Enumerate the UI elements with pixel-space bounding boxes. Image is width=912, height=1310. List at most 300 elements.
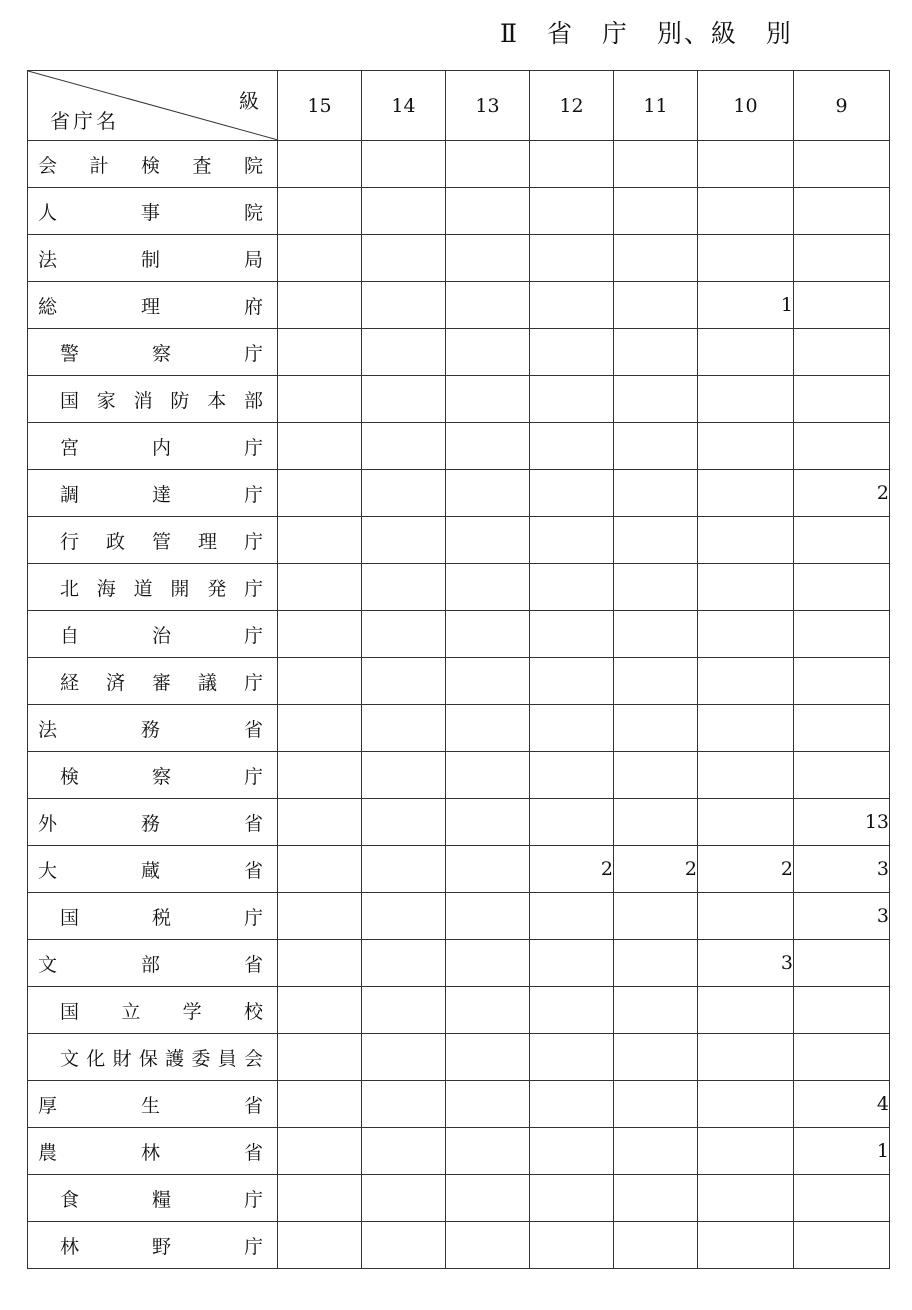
org-name-char: 生	[140, 1094, 160, 1117]
grade-count-cell	[530, 987, 614, 1034]
grade-count-cell	[278, 329, 362, 376]
org-name-char: 治	[151, 624, 171, 647]
grade-count-cell	[446, 940, 530, 987]
grade-count-cell	[362, 188, 446, 235]
org-name	[28, 198, 277, 225]
grade-count-cell	[698, 1034, 794, 1081]
org-name-char: 庁	[243, 342, 263, 365]
org-name-char: 警	[60, 342, 80, 365]
grade-count-cell	[794, 987, 890, 1034]
org-name	[28, 809, 277, 836]
org-name-char: 人	[38, 201, 58, 224]
grade-header-15: 15	[278, 71, 362, 141]
grade-count-cell	[362, 329, 446, 376]
page-title	[500, 14, 900, 54]
org-name-char: 家	[96, 389, 116, 412]
table-row	[28, 1128, 890, 1175]
grade-count-cell	[446, 1222, 530, 1269]
org-name-char: 庁	[243, 530, 263, 553]
org-name-char: 本	[207, 389, 227, 412]
org-name-cell	[28, 564, 278, 611]
grade-count-cell: 2	[698, 846, 794, 893]
grade-count-cell	[278, 1222, 362, 1269]
org-name-char: 糧	[151, 1188, 171, 1211]
org-name-char: 委	[191, 1047, 211, 1070]
grade-count-cell	[614, 705, 698, 752]
grade-count-cell	[530, 940, 614, 987]
grade-count-cell	[698, 517, 794, 564]
grade-count-cell	[446, 188, 530, 235]
grade-count-cell	[614, 423, 698, 470]
grade-count-cell	[698, 564, 794, 611]
grade-count-cell	[530, 611, 614, 658]
ministry-grade-table	[27, 70, 890, 1269]
org-name-cell	[28, 1034, 278, 1081]
grade-count-cell	[362, 1081, 446, 1128]
org-name-char: 府	[243, 295, 263, 318]
org-name-char: 国	[60, 906, 80, 929]
grade-count-cell	[278, 987, 362, 1034]
org-name-char: 文	[38, 953, 58, 976]
grade-count-cell	[362, 1034, 446, 1081]
org-name	[28, 527, 277, 554]
table-row	[28, 1222, 890, 1269]
grade-count-cell	[794, 564, 890, 611]
org-name-char: 議	[197, 671, 217, 694]
org-name-char: 理	[140, 295, 160, 318]
org-name-cell	[28, 705, 278, 752]
org-name-cell	[28, 752, 278, 799]
grade-count-cell: 4	[794, 1081, 890, 1128]
grade-count-cell	[446, 1175, 530, 1222]
grade-count-cell	[698, 893, 794, 940]
grade-count-cell	[278, 282, 362, 329]
grade-count-cell	[614, 752, 698, 799]
org-name-char: 部	[243, 389, 263, 412]
page-title-text: Ⅱ 省 庁 別、級 別	[500, 19, 793, 48]
org-name	[28, 1044, 277, 1071]
table-row	[28, 611, 890, 658]
grade-count-cell	[614, 1175, 698, 1222]
grade-count-cell	[278, 423, 362, 470]
org-name-char: 法	[38, 248, 58, 271]
grade-count-cell	[446, 987, 530, 1034]
org-name-char: 立	[121, 1000, 141, 1023]
org-name	[28, 386, 277, 413]
corner-org-label: 省庁名	[50, 109, 119, 133]
grade-count-cell	[794, 752, 890, 799]
org-name	[28, 433, 277, 460]
header-row	[28, 71, 890, 141]
org-name-cell	[28, 658, 278, 705]
org-name-char: 庁	[243, 671, 263, 694]
grade-count-cell	[794, 611, 890, 658]
table-row	[28, 846, 890, 893]
table-row	[28, 752, 890, 799]
grade-count-cell	[614, 470, 698, 517]
org-name	[28, 1138, 277, 1165]
org-name-char: 事	[140, 201, 160, 224]
grade-count-cell	[446, 893, 530, 940]
grade-count-cell	[362, 752, 446, 799]
grade-count-cell	[794, 705, 890, 752]
grade-count-cell	[698, 470, 794, 517]
org-name-cell	[28, 188, 278, 235]
org-name-char: 務	[140, 812, 160, 835]
org-name-char: 北	[60, 577, 80, 600]
org-name-char: 化	[86, 1047, 106, 1070]
table-row	[28, 470, 890, 517]
org-name-char: 察	[151, 765, 171, 788]
grade-count-cell	[698, 705, 794, 752]
grade-count-cell	[530, 282, 614, 329]
org-name	[28, 621, 277, 648]
grade-count-cell	[362, 1128, 446, 1175]
grade-count-cell	[278, 846, 362, 893]
grade-count-cell	[614, 564, 698, 611]
grade-count-cell	[530, 893, 614, 940]
grade-header-14: 14	[362, 71, 446, 141]
org-name-char: 検	[60, 765, 80, 788]
org-name-char: 院	[243, 154, 263, 177]
grade-count-cell	[278, 705, 362, 752]
grade-count-cell	[278, 658, 362, 705]
grade-count-cell	[362, 470, 446, 517]
grade-count-cell	[278, 564, 362, 611]
org-name-char: 省	[243, 1094, 263, 1117]
grade-count-cell	[278, 940, 362, 987]
org-name-char: 開	[170, 577, 190, 600]
org-name-char: 察	[151, 342, 171, 365]
grade-header-12: 12	[530, 71, 614, 141]
org-name-char: 省	[243, 859, 263, 882]
grade-count-cell	[614, 235, 698, 282]
org-name-cell	[28, 893, 278, 940]
grade-header-11: 11	[614, 71, 698, 141]
org-name-cell	[28, 1128, 278, 1175]
grade-header-9: 9	[794, 71, 890, 141]
org-name-char: 局	[243, 248, 263, 271]
grade-count-cell	[794, 658, 890, 705]
grade-count-cell	[362, 376, 446, 423]
org-name	[28, 856, 277, 883]
table-row	[28, 564, 890, 611]
org-name-cell	[28, 1175, 278, 1222]
table-row	[28, 282, 890, 329]
grade-count-cell	[278, 611, 362, 658]
org-name-char: 庁	[243, 1188, 263, 1211]
grade-count-cell	[614, 1128, 698, 1175]
table-row	[28, 987, 890, 1034]
grade-count-cell	[698, 141, 794, 188]
grade-count-cell	[362, 705, 446, 752]
grade-count-cell	[530, 376, 614, 423]
grade-count-cell	[278, 893, 362, 940]
grade-count-cell	[362, 799, 446, 846]
grade-count-cell: 3	[794, 893, 890, 940]
org-name-char: 大	[38, 859, 58, 882]
table-row	[28, 705, 890, 752]
grade-count-cell	[530, 235, 614, 282]
grade-count-cell	[446, 329, 530, 376]
grade-count-cell	[794, 376, 890, 423]
grade-count-cell: 3	[794, 846, 890, 893]
grade-count-cell	[278, 1175, 362, 1222]
grade-count-cell	[362, 423, 446, 470]
org-name-char: 林	[60, 1235, 80, 1258]
grade-count-cell	[614, 376, 698, 423]
grade-count-cell	[794, 423, 890, 470]
org-name-char: 農	[38, 1141, 58, 1164]
table-row	[28, 893, 890, 940]
grade-count-cell	[278, 1081, 362, 1128]
grade-count-cell	[362, 846, 446, 893]
grade-count-cell	[446, 1128, 530, 1175]
table-row	[28, 376, 890, 423]
org-name	[28, 762, 277, 789]
grade-count-cell	[362, 987, 446, 1034]
grade-count-cell	[530, 1081, 614, 1128]
org-name	[28, 574, 277, 601]
org-name-char: 野	[151, 1235, 171, 1258]
org-name-cell	[28, 329, 278, 376]
org-name	[28, 1091, 277, 1118]
grade-count-cell	[278, 1128, 362, 1175]
org-name-char: 査	[192, 154, 212, 177]
org-name-char: 省	[243, 953, 263, 976]
table-row	[28, 329, 890, 376]
org-name-char: 管	[151, 530, 171, 553]
grade-count-cell	[614, 1034, 698, 1081]
org-name-cell	[28, 611, 278, 658]
org-name-char: 制	[140, 248, 160, 271]
org-name-char: 総	[38, 295, 58, 318]
grade-header-13: 13	[446, 71, 530, 141]
table-row	[28, 141, 890, 188]
grade-count-cell	[362, 611, 446, 658]
grade-count-cell	[614, 611, 698, 658]
grade-count-cell	[794, 188, 890, 235]
org-name-char: 庁	[243, 1235, 263, 1258]
org-name	[28, 339, 277, 366]
org-name-char: 宮	[60, 436, 80, 459]
org-name-char: 調	[60, 483, 80, 506]
org-name-char: 行	[60, 530, 80, 553]
grade-count-cell	[530, 423, 614, 470]
org-name-char: 国	[60, 389, 80, 412]
org-name-char: 外	[38, 812, 58, 835]
org-name-char: 部	[140, 953, 160, 976]
grade-count-cell	[794, 1222, 890, 1269]
grade-count-cell	[446, 141, 530, 188]
grade-count-cell	[362, 564, 446, 611]
table-row	[28, 799, 890, 846]
grade-count-cell: 1	[794, 1128, 890, 1175]
org-name-char: 庁	[243, 483, 263, 506]
grade-count-cell	[446, 799, 530, 846]
grade-count-cell	[794, 1034, 890, 1081]
table-row	[28, 658, 890, 705]
grade-count-cell	[446, 1034, 530, 1081]
grade-count-cell: 2	[794, 470, 890, 517]
org-name-char: 達	[151, 483, 171, 506]
grade-count-cell	[446, 235, 530, 282]
grade-count-cell	[530, 517, 614, 564]
grade-count-cell: 2	[614, 846, 698, 893]
grade-count-cell	[614, 141, 698, 188]
table-row	[28, 188, 890, 235]
grade-count-cell	[614, 329, 698, 376]
grade-count-cell	[362, 1175, 446, 1222]
grade-count-cell	[530, 705, 614, 752]
grade-count-cell	[446, 752, 530, 799]
org-name-char: 庁	[243, 624, 263, 647]
grade-count-cell	[530, 752, 614, 799]
grade-count-cell	[362, 282, 446, 329]
grade-count-cell	[698, 611, 794, 658]
grade-count-cell	[794, 235, 890, 282]
grade-count-cell	[794, 282, 890, 329]
grade-count-cell	[446, 470, 530, 517]
org-name	[28, 950, 277, 977]
org-name	[28, 668, 277, 695]
org-name-char: 学	[182, 1000, 202, 1023]
org-name-cell	[28, 376, 278, 423]
org-name-char: 省	[243, 812, 263, 835]
table-row	[28, 517, 890, 564]
org-name-cell	[28, 1081, 278, 1128]
org-name-char: 内	[151, 436, 171, 459]
grade-count-cell	[794, 517, 890, 564]
org-name-char: 理	[197, 530, 217, 553]
org-name-char: 保	[138, 1047, 158, 1070]
grade-count-cell	[278, 799, 362, 846]
grade-header-10: 10	[698, 71, 794, 141]
grade-count-cell	[698, 658, 794, 705]
grade-count-cell	[530, 1128, 614, 1175]
grade-count-cell	[530, 1222, 614, 1269]
org-name	[28, 1232, 277, 1259]
org-name-char: 道	[133, 577, 153, 600]
org-name-char: 会	[38, 154, 58, 177]
org-name-char: 税	[151, 906, 171, 929]
org-name-char: 文	[60, 1047, 80, 1070]
org-name-char: 経	[60, 671, 80, 694]
grade-count-cell	[614, 799, 698, 846]
table-row	[28, 235, 890, 282]
grade-count-cell	[698, 235, 794, 282]
grade-count-cell	[530, 188, 614, 235]
org-name-cell	[28, 470, 278, 517]
org-name-char: 務	[140, 718, 160, 741]
org-name-char: 国	[60, 1000, 80, 1023]
org-name-char: 自	[60, 624, 80, 647]
grade-count-cell	[614, 658, 698, 705]
grade-count-cell	[362, 658, 446, 705]
grade-count-cell	[278, 1034, 362, 1081]
org-name	[28, 997, 277, 1024]
org-name-char: 検	[140, 154, 160, 177]
grade-count-cell	[446, 1081, 530, 1128]
grade-count-cell	[278, 141, 362, 188]
grade-count-cell	[614, 188, 698, 235]
org-name-char: 計	[89, 154, 109, 177]
corner-header-cell	[28, 71, 278, 141]
org-name-char: 審	[151, 671, 171, 694]
org-name-char: 護	[165, 1047, 185, 1070]
grade-count-cell	[362, 517, 446, 564]
org-name-char: 食	[60, 1188, 80, 1211]
grade-count-cell: 2	[530, 846, 614, 893]
grade-count-cell	[614, 1081, 698, 1128]
org-name-char: 庁	[243, 436, 263, 459]
table-row	[28, 940, 890, 987]
grade-count-cell	[278, 235, 362, 282]
grade-count-cell	[614, 517, 698, 564]
grade-count-cell	[530, 658, 614, 705]
org-name-cell	[28, 987, 278, 1034]
grade-count-cell	[446, 564, 530, 611]
org-name-char: 政	[105, 530, 125, 553]
grade-count-cell	[446, 611, 530, 658]
grade-count-cell	[278, 752, 362, 799]
grade-count-cell	[278, 517, 362, 564]
grade-count-cell	[794, 141, 890, 188]
table-row	[28, 423, 890, 470]
org-name-char: 蔵	[140, 859, 160, 882]
grade-count-cell	[530, 141, 614, 188]
grade-count-cell	[698, 799, 794, 846]
org-name-cell	[28, 846, 278, 893]
grade-count-cell	[698, 987, 794, 1034]
grade-count-cell	[446, 282, 530, 329]
grade-count-cell	[698, 329, 794, 376]
org-name-char: 林	[140, 1141, 160, 1164]
grade-count-cell	[614, 893, 698, 940]
grade-count-cell	[698, 188, 794, 235]
grade-count-cell	[698, 423, 794, 470]
org-name-char: 財	[112, 1047, 132, 1070]
org-name-char: 院	[243, 201, 263, 224]
grade-count-cell	[530, 329, 614, 376]
grade-count-cell	[530, 1034, 614, 1081]
org-name-char: 厚	[38, 1094, 58, 1117]
org-name-char: 海	[96, 577, 116, 600]
org-name-char: 発	[207, 577, 227, 600]
grade-count-cell	[698, 376, 794, 423]
org-name-char: 済	[105, 671, 125, 694]
org-name	[28, 292, 277, 319]
grade-count-cell: 3	[698, 940, 794, 987]
table-row	[28, 1034, 890, 1081]
org-name-char: 防	[170, 389, 190, 412]
grade-count-cell	[698, 1081, 794, 1128]
org-name-cell	[28, 799, 278, 846]
table-row	[28, 1081, 890, 1128]
org-name-cell	[28, 235, 278, 282]
org-name	[28, 1185, 277, 1212]
org-name-char: 消	[133, 389, 153, 412]
org-name-cell	[28, 141, 278, 188]
org-name-char: 会	[243, 1047, 263, 1070]
grade-count-cell	[614, 987, 698, 1034]
grade-count-cell	[446, 658, 530, 705]
grade-count-cell	[446, 517, 530, 564]
org-name-char: 法	[38, 718, 58, 741]
grade-count-cell	[530, 799, 614, 846]
org-name	[28, 245, 277, 272]
grade-count-cell	[530, 1175, 614, 1222]
